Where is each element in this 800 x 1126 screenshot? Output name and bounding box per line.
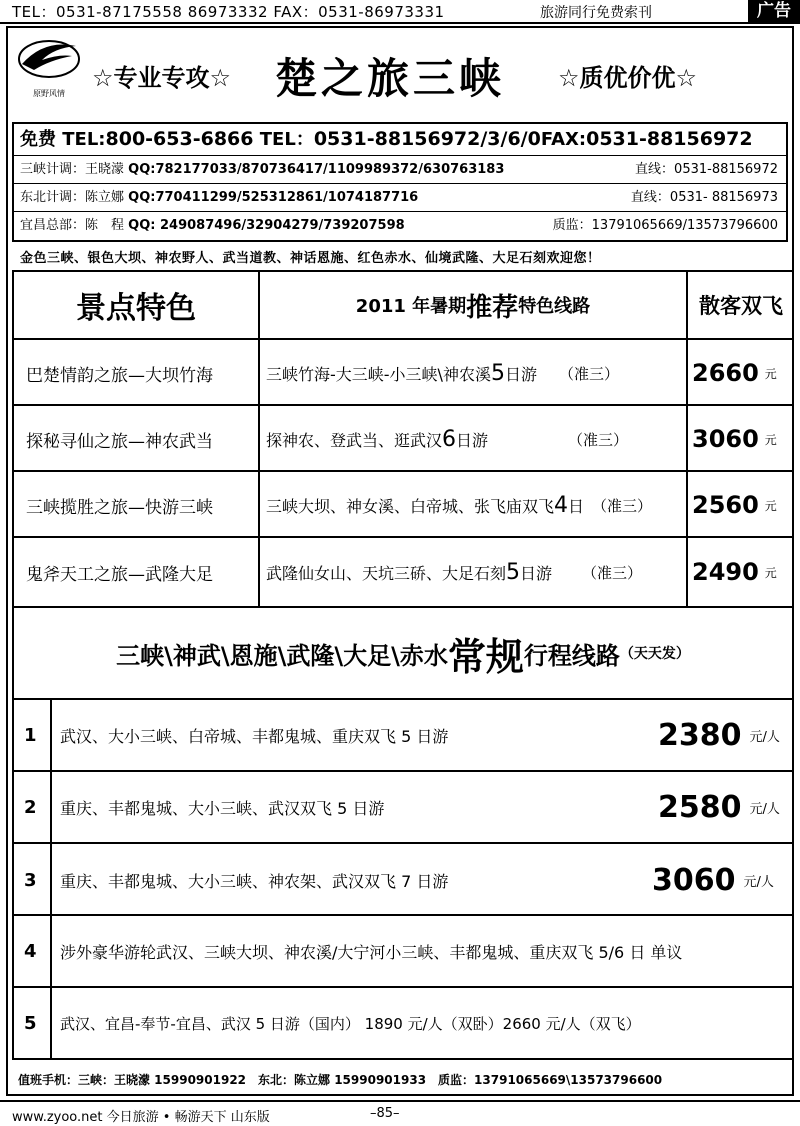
- route-unit: 日游: [504, 364, 537, 384]
- route-heading: [260, 272, 686, 338]
- contact-label: 三峡计调：王晓濛: [20, 162, 125, 177]
- contact-row: [14, 156, 786, 184]
- column-divider: [258, 272, 260, 608]
- route-description: 武汉、宜昌-奉节-宜昌、武汉 5 日游（国内） 1890 元/人（双卧）2660 元/人（双飞）: [60, 1014, 641, 1033]
- route-description: 重庆、丰都鬼城、大小三峡、神农架、武汉双飞 7 日游: [60, 871, 449, 891]
- contact-right: 质监：13791065669/13573796600: [552, 218, 778, 233]
- footer-site: www.zyoo.net 今日旅游 • 畅游天下 山东版: [12, 1110, 270, 1125]
- footer: [0, 1100, 800, 1126]
- regular-heading-pre: 三峡\神武\恩施\武隆\大足\赤水: [116, 641, 448, 670]
- fax-label: FAX:: [540, 129, 587, 150]
- fax-number: 0531-88156972: [586, 128, 753, 150]
- duty-line: 值班手机：三峡：王晓濛 15990901922 东北：陈立娜 15990901933 质监：13791065669\13573796600: [18, 1073, 663, 1087]
- route-price: [658, 772, 780, 842]
- top-bar: [0, 0, 800, 24]
- route-text: 武隆仙女山、天坑三硚、大足石刻: [266, 563, 507, 583]
- route-detail: [266, 472, 684, 538]
- route-number: 2: [24, 796, 37, 818]
- feature-name: 鬼斧天工之旅—武隆大足: [26, 564, 213, 585]
- route-detail: [266, 538, 684, 606]
- route-days: 4: [554, 492, 569, 518]
- route-price: [692, 406, 777, 472]
- header-contact: TEL：0531-87175558 86973332 FAX：0531-86973331: [12, 3, 445, 21]
- route-days: 5: [490, 360, 505, 386]
- price-unit: 元/人: [749, 729, 780, 745]
- brand-title: 楚之旅三峡: [275, 54, 506, 103]
- route-tag: （准三）: [592, 496, 653, 515]
- logo: [14, 34, 84, 100]
- route-heading-pre: 2011 年暑期: [355, 296, 467, 317]
- route-price: [692, 538, 777, 606]
- column-divider: [50, 700, 52, 1060]
- contact-qq: QQ:782177033/870736417/1109989372/630763183: [128, 162, 505, 177]
- route-number: 4: [24, 940, 37, 962]
- route-number: 1: [24, 724, 37, 746]
- route-price: [692, 472, 777, 538]
- feature-name: 巴楚情韵之旅—大坝竹海: [26, 365, 213, 386]
- route-days: 5: [506, 559, 521, 585]
- contact-right: 直线：0531- 88156973: [630, 190, 778, 205]
- scenic-line: 金色三峡、银色大坝、神农野人、武当道教、神话恩施、红色赤水、仙境武隆、大足石刻欢迎您！: [20, 251, 601, 266]
- contact-row: [14, 184, 786, 212]
- route-number: 3: [24, 869, 37, 891]
- contact-block: [12, 122, 788, 242]
- regular-routes-heading: [14, 608, 792, 698]
- contact-label: 宜昌总部：陈 程: [20, 218, 125, 233]
- route-price: [692, 340, 777, 406]
- price-value: 2660: [692, 359, 759, 387]
- route-days: 6: [442, 426, 457, 452]
- bird-logo-icon: [14, 34, 84, 84]
- route-description: 武汉、大小三峡、白帝城、丰都鬼城、重庆双飞 5 日游: [60, 726, 449, 746]
- header-guide: 旅游同行免费索刊: [540, 5, 652, 21]
- contact-qq: QQ:770411299/525312861/1074187716: [128, 190, 419, 205]
- price-currency: 元: [764, 432, 777, 447]
- route-table: [12, 270, 794, 1060]
- route-price: [658, 700, 780, 770]
- hotline-label: 免费 TEL:: [20, 129, 106, 150]
- regular-heading-note: （天天发）: [619, 646, 690, 662]
- route-text: 三峡大坝、神女溪、白帝城、张飞庙双飞: [266, 496, 555, 516]
- logo-text: 原野风情: [33, 89, 65, 98]
- price-unit: 元/人: [743, 874, 774, 890]
- hotline-row: [14, 124, 786, 156]
- feature-name: 三峡揽胜之旅—快游三峡: [26, 497, 213, 518]
- hotline-number: 800-653-6866: [105, 128, 254, 150]
- price-currency: 元: [764, 366, 777, 381]
- route-tag: （准三）: [558, 364, 619, 383]
- price-currency: 元: [764, 565, 777, 580]
- price-value: 2560: [692, 491, 759, 519]
- price-currency: 元: [764, 498, 777, 513]
- feature-name: 探秘寻仙之旅—神农武当: [26, 431, 213, 452]
- feature-heading: 景点特色: [76, 291, 196, 326]
- price-value: 3060: [652, 862, 736, 898]
- route-unit: 日游: [456, 430, 489, 450]
- route-text: 三峡竹海-大三峡-小三峡\神农溪: [266, 364, 491, 384]
- route-number: 5: [24, 1012, 37, 1034]
- price-value: 2380: [658, 717, 742, 753]
- tel-number: 0531-88156972/3/6/0: [313, 128, 541, 150]
- tel-label: TEL：: [259, 129, 314, 150]
- slogan-left: ☆专业专攻☆: [92, 64, 232, 92]
- contact-qq: QQ: 249087496/32904279/739207598: [128, 218, 405, 233]
- page-number: –85–: [370, 1106, 400, 1121]
- regular-heading-big: 常规: [447, 634, 524, 679]
- route-text: 探神农、登武当、逛武汉: [266, 430, 443, 450]
- route-detail: [266, 340, 684, 406]
- route-tag: （准三）: [582, 563, 643, 582]
- route-unit: 日游: [520, 563, 553, 583]
- price-value: 2490: [692, 558, 759, 586]
- column-divider: [686, 272, 688, 608]
- contact-right: 直线：0531-88156972: [635, 162, 778, 177]
- route-heading-big: 推荐: [466, 292, 519, 323]
- ad-badge: 广告: [748, 0, 800, 22]
- contact-row: [14, 212, 786, 240]
- regular-heading-post: 行程线路: [523, 641, 620, 670]
- price-value: 3060: [692, 425, 759, 453]
- route-heading-post: 特色线路: [518, 296, 591, 317]
- route-description: 重庆、丰都鬼城、大小三峡、武汉双飞 5 日游: [60, 798, 385, 818]
- price-unit: 元/人: [749, 801, 780, 817]
- slogan-right: ☆质优价优☆: [558, 64, 698, 92]
- contact-label: 东北计调：陈立娜: [20, 190, 125, 205]
- route-unit: 日: [568, 496, 585, 516]
- route-price: [652, 844, 774, 916]
- route-description: 涉外豪华游轮武汉、三峡大坝、神农溪/大宁河小三峡、丰都鬼城、重庆双飞 5/6 日 单议: [60, 942, 683, 962]
- price-heading: 散客双飞: [699, 294, 783, 318]
- route-detail: [266, 406, 684, 472]
- price-value: 2580: [658, 789, 742, 825]
- route-tag: （准三）: [568, 430, 629, 449]
